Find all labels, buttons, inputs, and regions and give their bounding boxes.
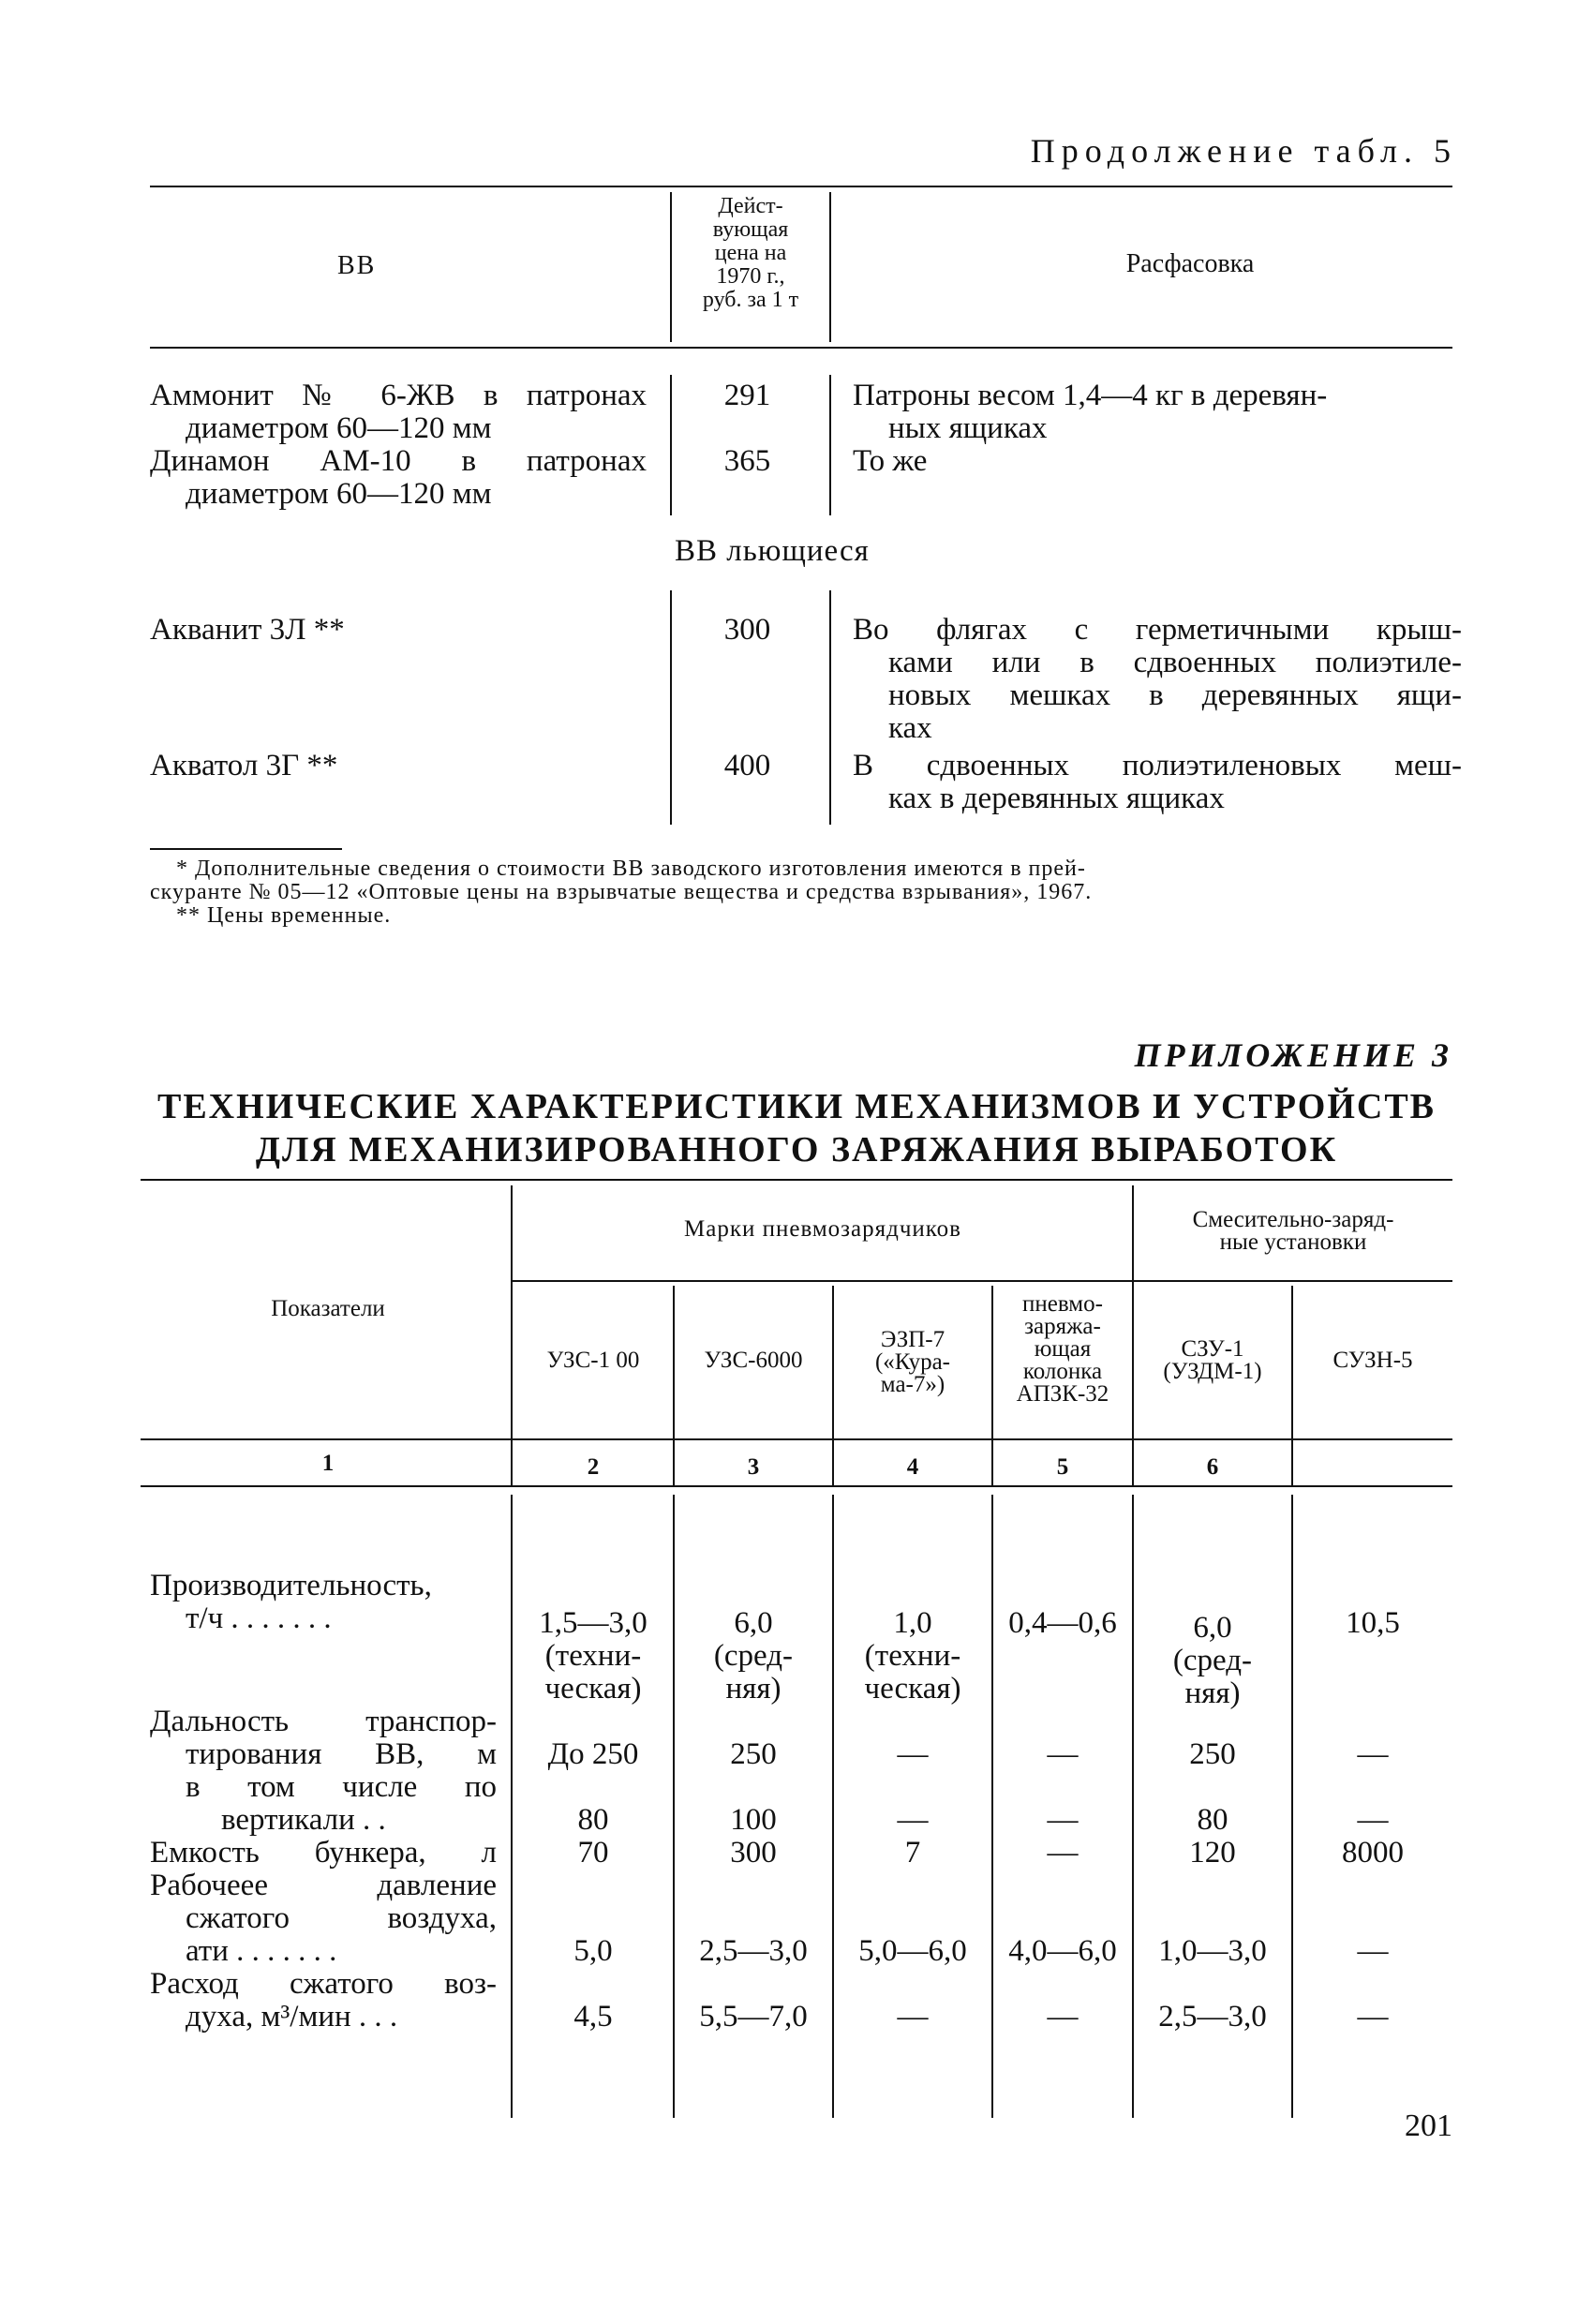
table-cell: — [897, 2000, 929, 2034]
footnote: скуранте № 05—12 «Оптовые цены на взрывчатые вещества и средства взрывания», 1967. [150, 880, 1093, 904]
column-divider [829, 590, 831, 825]
row-label-air-consumption: Расход сжатого воз- духа, м³/мин . . . [150, 1967, 497, 2034]
column-header-ezp-7: ЭЗП-7 («Кура- ма-7») [874, 1327, 951, 1397]
table-row-packing: Во флягах с герметичными крыш- ками или в сдвоенных полиэтиле- новых мешках в деревянных ящи- ках [853, 613, 1462, 745]
column-divider [511, 1495, 513, 2118]
table-cell: 2,5—3,0 [1158, 2000, 1267, 2034]
table-cell: 8000 [1342, 1836, 1404, 1870]
table-row-name: Акватол 3Г ** [150, 749, 338, 782]
column-number: 1 [321, 1451, 335, 1476]
column-header-indicators: Показатели [271, 1296, 385, 1321]
column-header-uzs-6000: УЗС-6000 [704, 1348, 803, 1373]
table-row-name: Аммонит № 6-ЖВ в патронах диаметром 60—120 мм [150, 379, 647, 445]
table-cell: 5,0 [573, 1934, 613, 1968]
table-continuation-label: Продолжение табл. 5 [1030, 132, 1457, 170]
table-cell: До 250 [547, 1737, 639, 1771]
footnote: * Дополнительные сведения о стоимости ВВ заводского изготовления имеются в прей- [176, 857, 1086, 881]
table-cell: — [897, 1803, 929, 1837]
table-cell: — [1357, 1803, 1389, 1837]
table-cell: 250 [1189, 1737, 1236, 1771]
column-divider [511, 1185, 513, 1485]
table-cell: 0,4—0,6 [1008, 1606, 1117, 1640]
column-header-uzs-100: УЗС-1 00 [546, 1348, 640, 1373]
column-header-suzn-5: СУЗН-5 [1332, 1348, 1413, 1373]
table-cell: 5,0—6,0 [858, 1934, 967, 1968]
column-number: 3 [747, 1454, 760, 1480]
table-cell: 1,0 (техни- ческая) [864, 1606, 961, 1706]
table-cell: 7 [904, 1836, 921, 1870]
footnote: ** Цены временные. [176, 903, 392, 928]
table-cell: — [1047, 1803, 1079, 1837]
table-top-rule [150, 186, 1452, 187]
table-cell: 80 [577, 1803, 609, 1837]
table-cell: — [1357, 1737, 1389, 1771]
table-cell: 100 [730, 1803, 777, 1837]
section-subheading: ВВ льющиеся [675, 534, 870, 568]
column-header-explosive: ВВ [337, 251, 377, 280]
column-number: 2 [587, 1454, 600, 1480]
column-divider [670, 590, 672, 825]
table-cell: — [1047, 1836, 1079, 1870]
table-cell: 10,5 [1346, 1606, 1400, 1640]
table-cell: 250 [730, 1737, 777, 1771]
number-row-rule [141, 1485, 1452, 1487]
table-row-name: Динамон АМ-10 в патронах диаметром 60—120 мм [150, 444, 647, 511]
table-row-price: 400 [723, 749, 771, 782]
group-header-pneumo: Марки пневмозарядчиков [684, 1216, 961, 1242]
column-divider [1291, 1286, 1293, 1485]
section-title: ТЕХНИЧЕСКИЕ ХАРАКТЕРИСТИКИ МЕХАНИЗМОВ И УСТРОЙСТВ ДЛЯ МЕХАНИЗИРОВАННОГО ЗАРЯЖАНИЯ ВЫРАБОТОК [156, 1087, 1437, 1169]
page-number: 201 [1405, 2108, 1452, 2143]
group-header-mixing: Смесительно-заряд- ные установки [1192, 1207, 1394, 1255]
table-cell: — [897, 1737, 929, 1771]
table-cell: 300 [730, 1836, 777, 1870]
table-row-packing: То же [853, 444, 928, 478]
column-header-packing: Расфасовка [1125, 249, 1255, 278]
table-row-packing: Патроны весом 1,4—4 кг в деревян- ных ящиках [853, 379, 1328, 445]
table-cell: 80 [1197, 1803, 1228, 1837]
table-cell: 6,0 (сред- няя) [713, 1606, 794, 1706]
table-cell: 70 [577, 1836, 609, 1870]
table-top-rule [141, 1179, 1452, 1181]
table-cell: 4,5 [573, 2000, 613, 2034]
table-cell: — [1357, 2000, 1389, 2034]
table-cell: 120 [1189, 1836, 1236, 1870]
column-number: 6 [1206, 1454, 1219, 1480]
group-header-rule [511, 1280, 1452, 1282]
table-cell: 6,0 (сред- няя) [1172, 1611, 1253, 1710]
table-cell: 5,5—7,0 [699, 2000, 808, 2034]
row-label-vertical: в том числе по вертикали . . [186, 1770, 497, 1837]
table-row-price: 300 [723, 613, 771, 647]
row-label-transport-distance: Дальность транспор- тирования ВВ, м [150, 1705, 497, 1771]
appendix-label: ПРИЛОЖЕНИЕ 3 [1134, 1036, 1452, 1074]
footnotes [150, 857, 1462, 928]
column-divider [670, 375, 672, 515]
table-cell: — [1357, 1934, 1389, 1968]
row-label-productivity: Производительность, т/ч . . . . . . . [150, 1569, 432, 1635]
column-number: 4 [906, 1454, 919, 1480]
table-cell: — [1047, 1737, 1079, 1771]
table-cell: — [1047, 2000, 1079, 2034]
table-cell: 2,5—3,0 [699, 1934, 808, 1968]
table-row-price: 365 [723, 444, 771, 478]
table-row-packing: В сдвоенных полиэтиленовых меш- ках в деревянных ящиках [853, 749, 1462, 815]
header-bottom-rule [141, 1438, 1452, 1440]
header-bottom-rule [150, 347, 1452, 349]
table-row-price: 291 [723, 379, 771, 412]
table-cell: 4,0—6,0 [1008, 1934, 1117, 1968]
column-header-price: Дейст- вующая цена на 1970 г., руб. за 1 т [702, 194, 799, 312]
column-number: 5 [1056, 1454, 1069, 1480]
column-header-apzk-32: пневмо- заряжа- ющая колонка АПЗК-32 [1016, 1291, 1109, 1407]
table-cell: 1,0—3,0 [1158, 1934, 1267, 1968]
column-divider [829, 375, 831, 515]
table-cell: 1,5—3,0 (техни- ческая) [539, 1606, 648, 1706]
table-row-name: Акванит 3Л ** [150, 613, 345, 647]
column-header-szu-1: СЗУ-1 (УЗДМ-1) [1163, 1336, 1262, 1384]
footnote-rule [150, 848, 342, 850]
row-label-air-pressure: Рабочеее давление сжатого воздуха, ати . . . . . . . [150, 1869, 497, 1968]
row-label-hopper-capacity: Емкость бункера, л [150, 1836, 497, 1870]
